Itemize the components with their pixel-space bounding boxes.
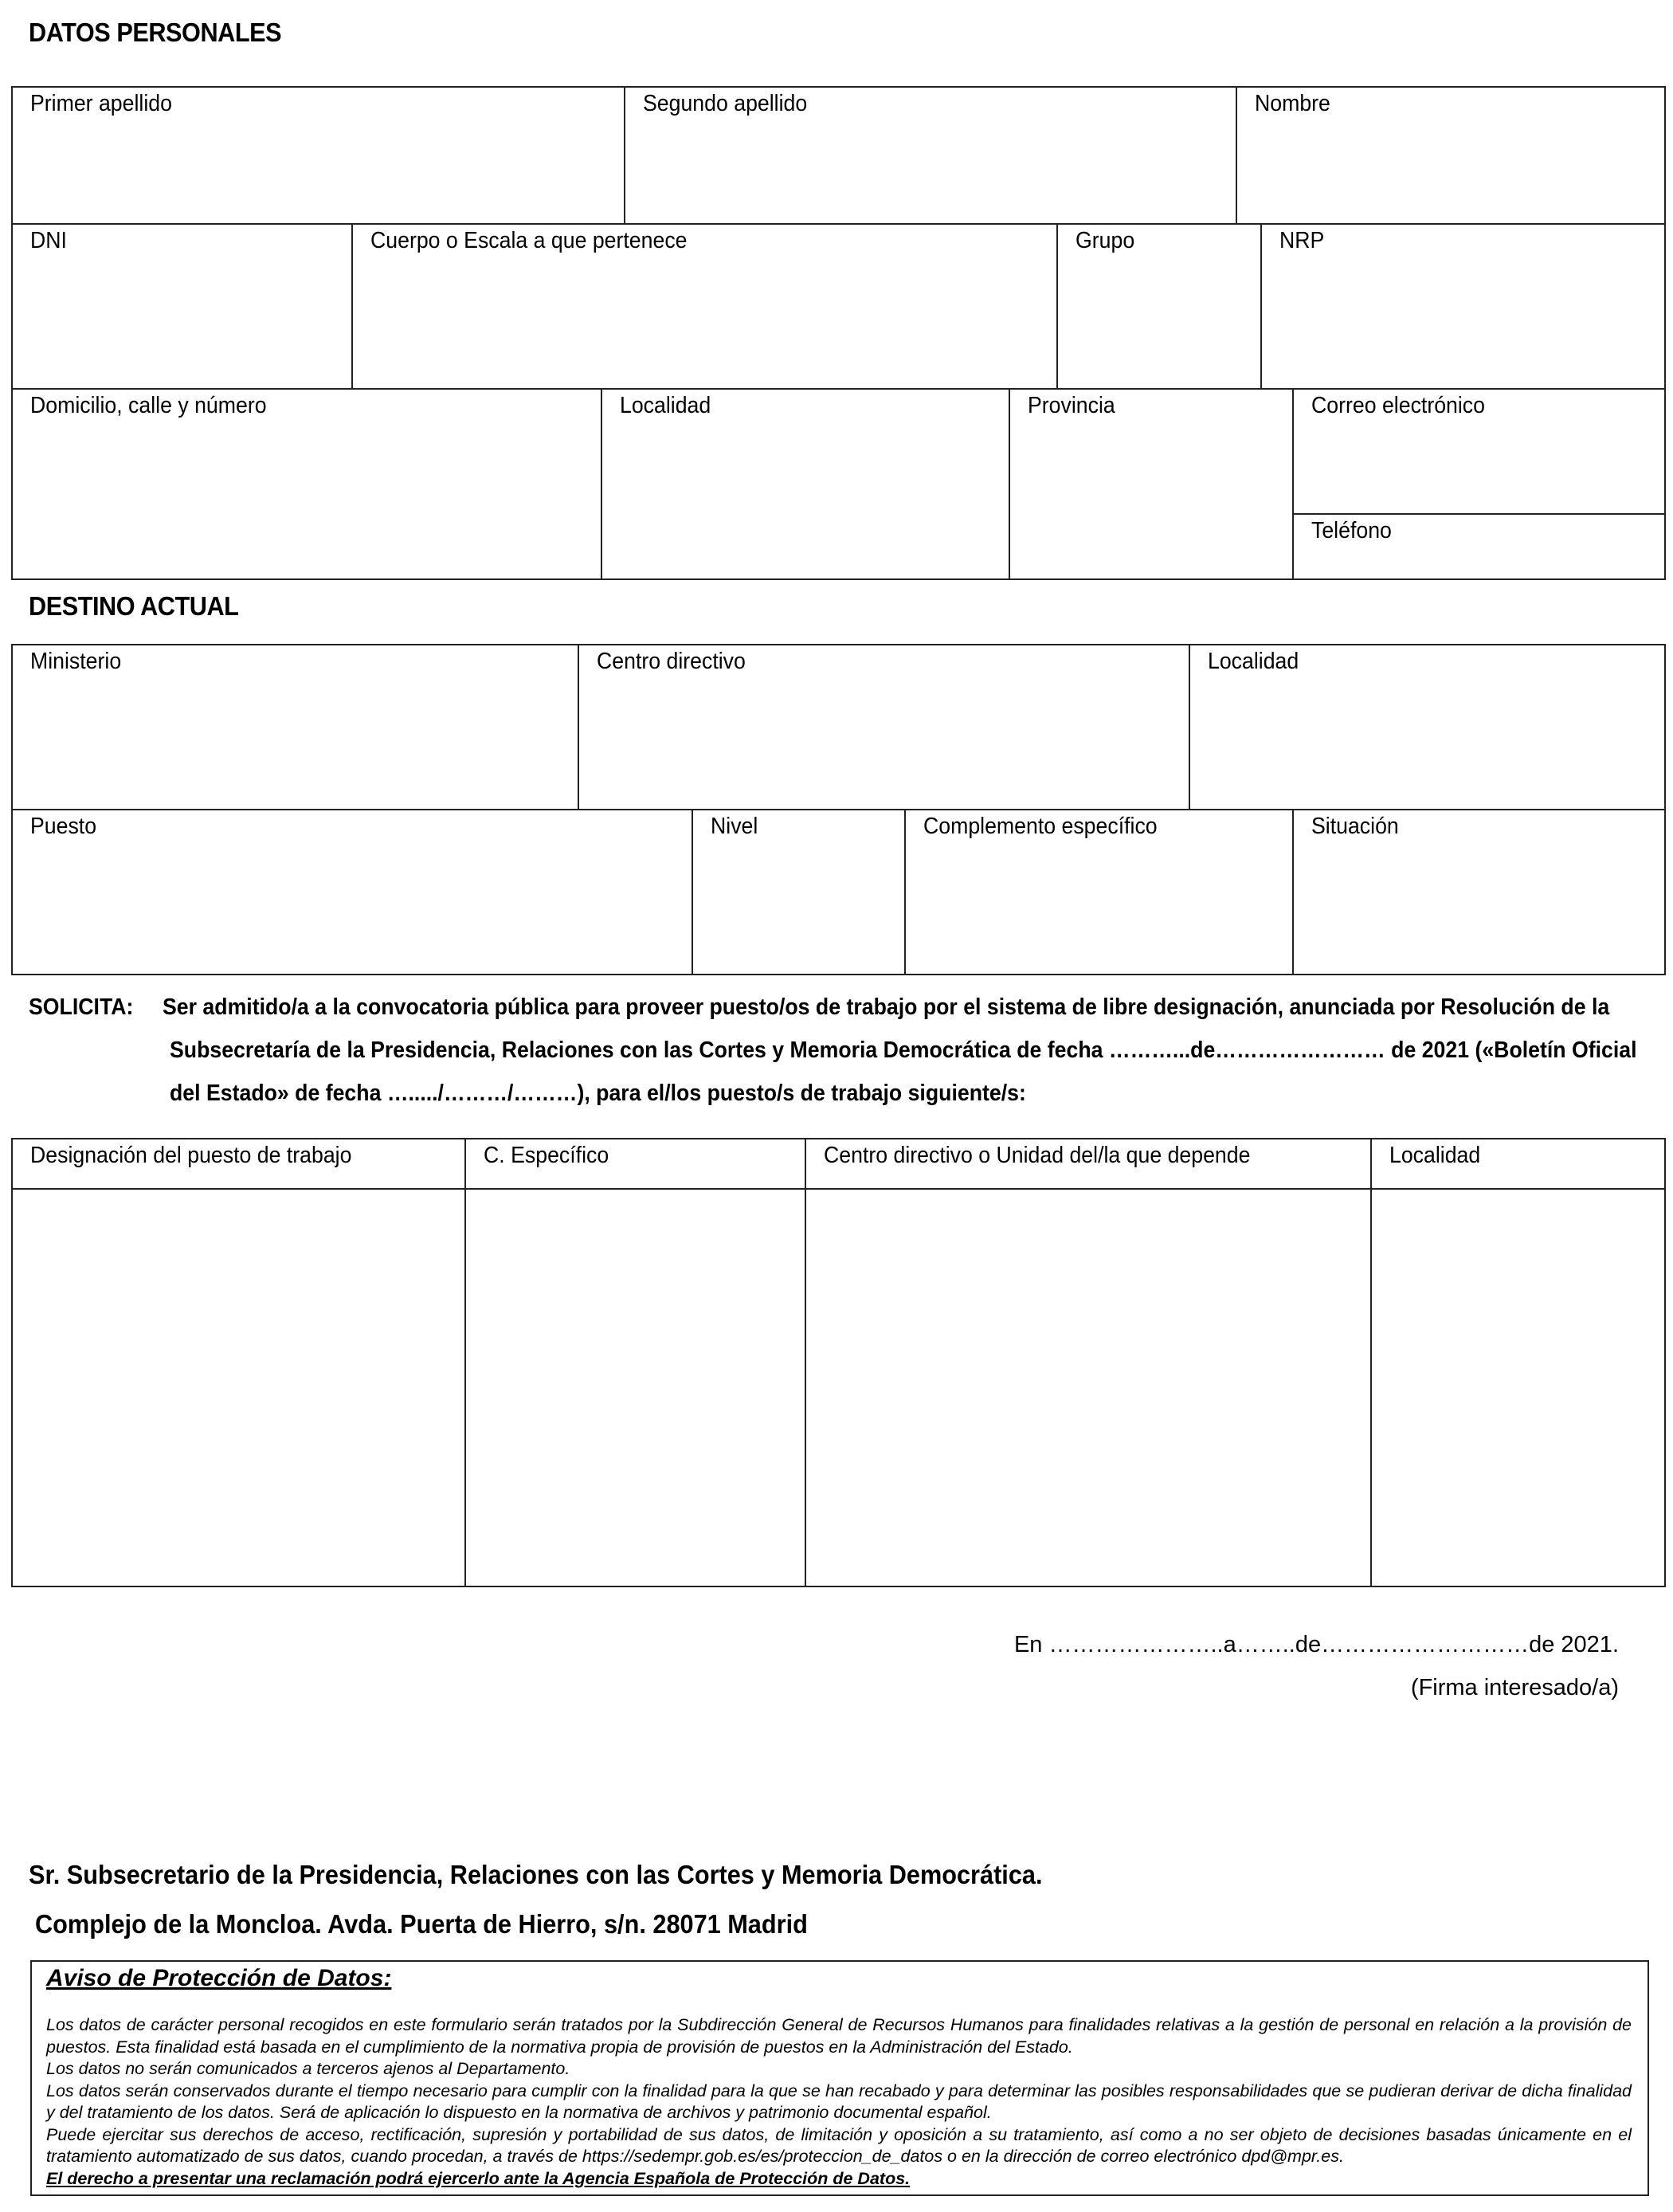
puestos-table [11, 1138, 1666, 1587]
table-header [806, 1139, 1372, 1190]
place-date-line: En …………………..a……..de………………………de 2021. [1013, 1632, 1619, 1657]
field-grupo[interactable] [1058, 225, 1262, 390]
solicita-line-2: Subsecretaría de la Presidencia, Relaciones con las Cortes y Memoria Democrática de fecha ………...de…………………… de 2021 («Boletín Oficial [170, 1037, 1637, 1063]
column-label: Designación del puesto de trabajo [30, 1143, 352, 1168]
field-provincia[interactable] [1010, 390, 1294, 578]
field-label: NRP [1279, 228, 1325, 253]
field-primer-apellido[interactable] [13, 88, 625, 225]
privacy-paragraph: Los datos de carácter personal recogidos en este formulario serán tratados por la Subdirección General de Recursos Humanos para finalidades relativas a la gestión de personal en relación a la provisión de puestos. Esta finalidad está basada en el cumplimiento de la normativa propia de provisión de puestos en la Administración del Estado. [46, 2015, 1632, 2057]
field-label: Puesto [30, 814, 97, 839]
table-cell-designacion[interactable] [13, 1190, 466, 1586]
field-label: Localidad [1208, 649, 1299, 674]
field-nombre[interactable] [1237, 88, 1664, 225]
destino-data-grid [11, 644, 1666, 975]
field-complemento-especifico[interactable] [906, 810, 1294, 974]
column-label: Localidad [1389, 1143, 1481, 1168]
field-label: Nivel [711, 814, 758, 839]
signature-label: (Firma interesado/a) [1410, 1675, 1619, 1700]
field-dni[interactable] [13, 225, 353, 390]
field-label: Primer apellido [30, 91, 172, 116]
privacy-complaint-link[interactable]: El derecho a presentar una reclamación podrá ejercerlo ante la Agencia Española de Protección de Datos. [46, 2168, 911, 2188]
privacy-paragraph: Los datos no serán comunicados a terceros ajenos al Departamento. [46, 2059, 570, 2078]
field-label: Localidad [620, 393, 711, 418]
section-heading-destino-actual: DESTINO ACTUAL [29, 591, 239, 621]
addressee-line-2: Complejo de la Moncloa. Avda. Puerta de Hierro, s/n. 28071 Madrid [35, 1909, 808, 1939]
table-header [466, 1139, 806, 1190]
privacy-paragraph: Puede ejercitar sus derechos de acceso, rectificación, supresión y portabilidad de sus datos, de limitación y oposición a su tratamiento, así como a no ser objeto de decisiones basadas únicamente en el tratamiento automatizado de sus datos, cuando procedan, a través de https://sedempr.gob.es/es/proteccion_de_datos o en la dirección de correo electrónico dpd@mpr.es. [46, 2124, 1632, 2166]
field-telefono[interactable] [1294, 515, 1664, 578]
field-label: Provincia [1028, 393, 1115, 418]
section-heading-datos-personales: DATOS PERSONALES [29, 18, 282, 47]
field-label: Nombre [1255, 91, 1330, 116]
solicita-label: SOLICITA: [29, 994, 134, 1020]
field-centro-directivo[interactable] [579, 645, 1190, 810]
field-localidad-destino[interactable] [1190, 645, 1664, 810]
field-localidad[interactable] [602, 390, 1010, 578]
field-label: DNI [30, 228, 67, 253]
field-label: Ministerio [30, 649, 122, 674]
privacy-notice-box [30, 1960, 1649, 2196]
field-label: Domicilio, calle y número [30, 393, 267, 418]
column-label: Centro directivo o Unidad del/la que depende [824, 1143, 1251, 1168]
field-segundo-apellido[interactable] [625, 88, 1237, 225]
field-cuerpo-escala[interactable] [353, 225, 1058, 390]
privacy-paragraph: Los datos serán conservados durante el tiempo necesario para cumplir con la finalidad para la que se han recabado y para determinar las posibles responsabilidades que se pudieran derivar de dicha finalidad y del tratamiento de los datos. Será de aplicación lo dispuesto en la normativa de archivos y patrimonio documental español. [46, 2081, 1632, 2122]
field-label: Correo electrónico [1311, 393, 1485, 418]
personal-data-grid [11, 86, 1666, 580]
field-label: Grupo [1076, 228, 1135, 253]
solicita-line-1: Ser admitido/a a la convocatoria pública para proveer puesto/os de trabajo por el sistema de libre designación, anunciada por Resolución de la [163, 994, 1610, 1020]
privacy-text [46, 2014, 1632, 2190]
field-ministerio[interactable] [13, 645, 579, 810]
table-cell-c-especifico[interactable] [466, 1190, 806, 1586]
field-situacion[interactable] [1294, 810, 1664, 974]
field-domicilio[interactable] [13, 390, 602, 578]
field-label: Centro directivo [597, 649, 746, 674]
field-correo[interactable] [1294, 390, 1664, 515]
table-cell-localidad[interactable] [1372, 1190, 1664, 1586]
table-header [13, 1139, 466, 1190]
field-label: Situación [1311, 814, 1399, 839]
field-label: Teléfono [1311, 518, 1392, 543]
column-label: C. Específico [484, 1143, 609, 1168]
field-nrp[interactable] [1262, 225, 1664, 390]
table-cell-centro-directivo[interactable] [806, 1190, 1372, 1586]
field-puesto[interactable] [13, 810, 693, 974]
addressee-line-1: Sr. Subsecretario de la Presidencia, Relaciones con las Cortes y Memoria Democrática. [29, 1860, 1043, 1889]
field-label: Segundo apellido [643, 91, 808, 116]
table-header [1372, 1139, 1664, 1190]
field-nivel[interactable] [693, 810, 906, 974]
field-label: Complemento específico [923, 814, 1158, 839]
privacy-title: Aviso de Protección de Datos: [46, 1965, 392, 1991]
field-label: Cuerpo o Escala a que pertenece [370, 228, 688, 253]
solicita-line-3: del Estado» de fecha …...../………/………), para el/los puesto/s de trabajo siguiente/s: [170, 1081, 1026, 1106]
